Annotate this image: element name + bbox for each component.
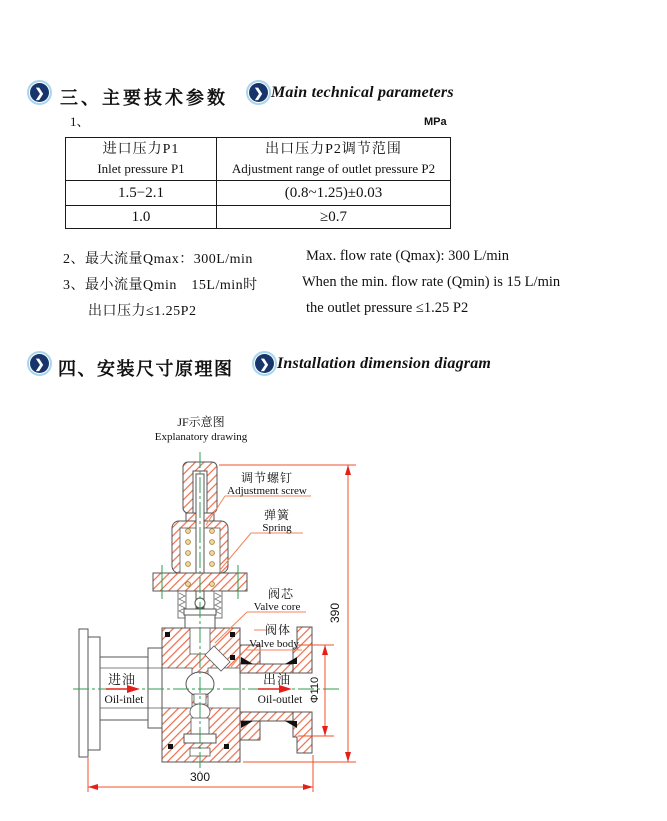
chevron-icon: ❯ <box>30 83 49 102</box>
label-valve-core-zh: 阀芯 <box>267 587 295 601</box>
cell-inlet-1: 1.5−2.1 <box>66 181 217 206</box>
label-spring-en: Spring <box>262 522 292 534</box>
inlet-flange <box>79 629 88 757</box>
section3-title-en: Main technical parameters <box>271 84 454 101</box>
flow-max-zh: 2、最大流量Qmax：300L/min <box>63 252 253 267</box>
label-spring-zh: 弹簧 <box>263 508 291 522</box>
section4-title-en: Installation dimension diagram <box>277 355 492 372</box>
label-oil-inlet-en: Oil-inlet <box>104 694 144 706</box>
label-adjustment-screw-en: Adjustment screw <box>227 485 307 497</box>
diagram-title-en: Explanatory drawing <box>154 431 248 443</box>
flow-min-en: When the min. flow rate (Qmin) is 15 L/min <box>302 274 561 290</box>
outlet-pressure-en: the outlet pressure ≤1.25 P2 <box>306 300 469 316</box>
dimension-phi110: Φ110 <box>309 676 321 704</box>
chevron-icon: ❯ <box>255 354 274 373</box>
label-oil-outlet-zh: 出油 <box>262 672 292 687</box>
label-oil-inlet-zh: 进油 <box>107 672 137 687</box>
header-inlet-zh: 进口压力P1 <box>102 142 180 157</box>
dimension-390: 390 <box>328 602 342 624</box>
flow-min-zh: 3、最小流量Qmin 15L/min时 <box>63 278 258 293</box>
label-oil-outlet-en: Oil-outlet <box>257 694 303 706</box>
item1-label: 1、 <box>70 114 90 129</box>
dimension-300: 300 <box>189 770 211 784</box>
outlet-pressure-zh: 出口压力≤1.25P2 <box>88 304 197 319</box>
header-inlet-en: Inlet pressure P1 <box>97 161 185 176</box>
chevron-icon: ❯ <box>249 83 268 102</box>
cell-outlet-1: (0.8~1.25)±0.03 <box>217 181 451 206</box>
label-valve-body-en: Valve body <box>249 638 299 650</box>
label-valve-body-zh: 阀体 <box>264 623 292 637</box>
header-outlet-en: Adjustment range of outlet pressure P2 <box>231 161 436 176</box>
label-adjustment-screw-zh: 调节螺钉 <box>240 471 294 485</box>
header-outlet-zh: 出口压力P2调节范围 <box>265 142 402 157</box>
section4-title-zh: 四、安装尺寸原理图 <box>58 359 234 379</box>
cell-outlet-2: ≥0.7 <box>217 206 451 229</box>
section3-title-zh: 三、主要技术参数 <box>60 88 228 108</box>
unit-label: MPa <box>424 116 447 128</box>
label-valve-core-en: Valve core <box>253 601 301 613</box>
diagram-title-zh: JF示意图 <box>177 415 225 429</box>
flow-max-en: Max. flow rate (Qmax): 300 L/min <box>306 248 509 264</box>
cell-inlet-2: 1.0 <box>66 206 217 229</box>
chevron-icon: ❯ <box>30 354 49 373</box>
